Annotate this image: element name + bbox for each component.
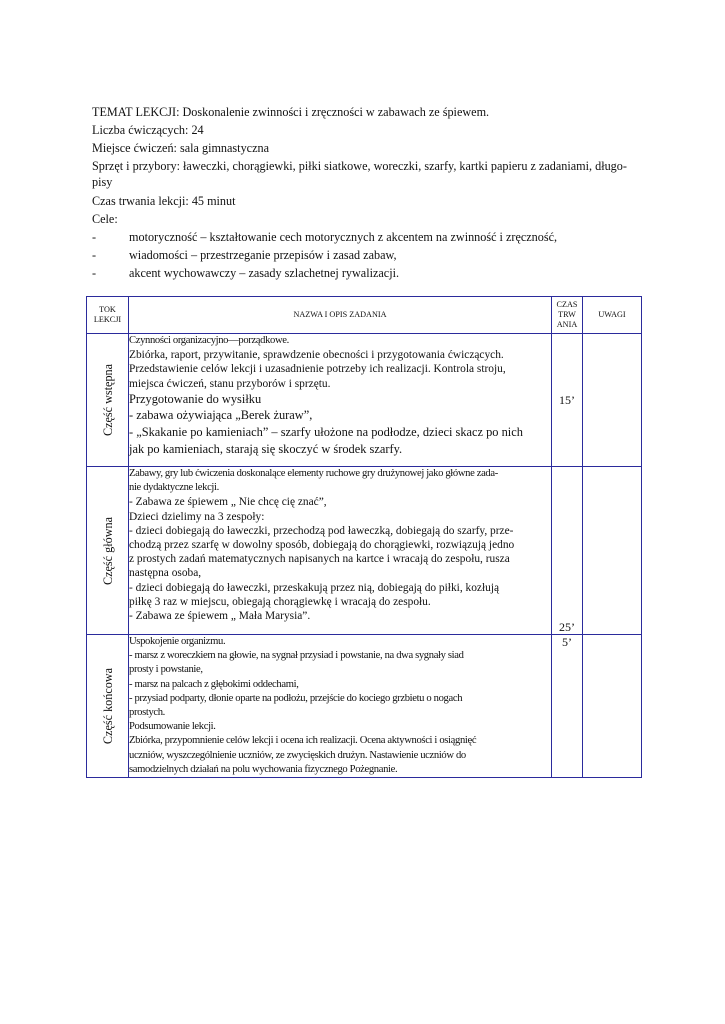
description-line: prosty i powstanie, [129, 664, 203, 676]
lesson-header [92, 103, 637, 282]
description-line: - dzieci dobiegają do ławeczki, przeskakują przez nią, dobiegają do piłki, kozłują [129, 581, 500, 594]
header-time-3: ANIA [556, 320, 578, 329]
description-line: Zbiórka, raport, przywitanie, sprawdzenie obecności i przygotowania ćwiczących. [129, 349, 504, 362]
participants-count: Liczba ćwiczących: 24 [92, 123, 204, 137]
description-line: chodzą przez szarfę w dowolny sposób, dobiegają do chorągiewki, rozwiązują jedno [129, 539, 515, 552]
lesson-duration: Czas trwania lekcji: 45 minut [92, 194, 236, 208]
header-time [552, 297, 583, 334]
part-cell [87, 334, 129, 467]
header-tok-lekcji [87, 297, 129, 334]
description-line: - „Skakanie po kamieniach” – szarfy ułożone na podłodze, dzieci skacz po nich [129, 425, 523, 439]
notes-cell [583, 635, 642, 778]
goal-text: motoryczność – kształtowanie cech motorycznych z akcentem na zwinność i zręczność, [129, 230, 558, 244]
goals-list [92, 228, 637, 282]
description-line: Przedstawienie celów lekcji i uzasadnienie potrzeby ich realizacji. Kontrola stroju, [129, 363, 506, 376]
duration-value: 5’ [562, 635, 572, 649]
header-tok-1: TOK [99, 305, 116, 314]
description-line: Zabawy, gry lub ćwiczenia doskonalące elementy ruchowe gry drużynowej jako główne zada- [129, 468, 498, 479]
duration-cell [552, 467, 583, 635]
description-line: Dzieci dzielimy na 3 zespoły: [129, 510, 265, 523]
duration-cell [552, 334, 583, 467]
goals-label: Cele: [92, 212, 118, 226]
description-line: samodzielnych działań na polu wychowania fizycznego Pożegnanie. [129, 763, 398, 775]
description-line: z prostych zadań matematycznych napisanych na kartce i wracają do zespołu, rusza [129, 553, 510, 566]
header-name: NAZWA I OPIS ZADANIA [129, 297, 552, 334]
description-line: piłkę 3 raz w miejscu, obiegają chorągiewkę i wracają do zespołu. [129, 595, 431, 608]
lesson-topic: TEMAT LEKCJI: Doskonalenie zwinności i zręczności w zabawach ze śpiewem. [92, 105, 490, 119]
part-label: Część główna [100, 516, 115, 585]
description-line: - Zabawa ze śpiewem „ Mała Marysia”. [129, 610, 311, 623]
part-label: Część końcowa [100, 667, 115, 745]
description-line: jak po kamieniach, starają się skoczyć w środek szarfy. [129, 441, 403, 456]
duration-value: 15’ [559, 392, 575, 407]
description-cell [129, 334, 552, 467]
equipment-line-2: pisy [92, 175, 113, 189]
goal-text: akcent wychowawczy – zasady szlachetnej rywalizacji. [129, 266, 400, 280]
goal-dash: - [92, 248, 97, 262]
equipment-line-1: Sprzęt i przybory: ławeczki, chorągiewki, piłki siatkowe, woreczki, szarfy, kartki papieru z zadaniami, długo- [92, 159, 627, 173]
part-label: Część wstępna [100, 363, 115, 437]
table-row [87, 334, 642, 467]
goal-dash: - [92, 230, 97, 244]
description-cell [129, 635, 552, 778]
description-line: uczniów, wyszczególnienie uczniów, ze zwycięskich drużyn. Nastawienie uczniów do [129, 749, 466, 761]
duration-cell [552, 635, 583, 778]
description-line: - przysiad podparty, dłonie oparte na podłożu, przejście do kociego grzbietu o nogach [129, 692, 463, 704]
table-header-row [87, 297, 642, 334]
table-row [87, 467, 642, 635]
goal-dash: - [92, 266, 97, 280]
goal-item [92, 246, 637, 264]
description-line: Czynności organizacyjno—porządkowe. [129, 335, 289, 346]
part-cell [87, 635, 129, 778]
description-line: Uspokojenie organizmu. [129, 636, 226, 647]
lesson-location: Miejsce ćwiczeń: sala gimnastyczna [92, 141, 269, 155]
description-line: nie dydaktyczne lekcji. [129, 482, 219, 494]
goal-text: wiadomości – przestrzeganie przepisów i zasad zabaw, [129, 248, 397, 262]
goal-item [92, 228, 637, 246]
notes-cell [583, 334, 642, 467]
description-line: następna osoba, [129, 567, 202, 580]
description-line: Przygotowanie do wysiłku [129, 391, 262, 406]
header-time-1: CZAS [556, 300, 578, 309]
description-line: - dzieci dobiegają do ławeczki, przechodzą pod ławeczką, dobiegają do szarfy, prze- [129, 524, 514, 537]
description-line: - marsz z woreczkiem na głowie, na sygnał przysiad i powstanie, na dwa sygnały siad [129, 650, 464, 662]
part-cell [87, 467, 129, 635]
description-cell [129, 467, 552, 635]
lesson-plan-table [86, 296, 642, 778]
description-line: - marsz na palcach z głębokimi oddechami, [129, 678, 299, 690]
duration-value: 25’ [559, 619, 575, 634]
header-time-2: TRW [558, 310, 576, 319]
table-row [87, 635, 642, 778]
header-notes: UWAGI [583, 297, 642, 334]
description-line: Zbiórka, przypomnienie celów lekcji i ocena ich realizacji. Ocena aktywności i osiągnięć [129, 735, 477, 747]
header-tok-2: LEKCJI [93, 315, 122, 324]
description-line: - zabawa ożywiająca „Berek żuraw”, [129, 408, 313, 423]
description-line: prostych. [129, 707, 165, 719]
goal-item [92, 264, 637, 282]
description-line: Podsumowanie lekcji. [129, 721, 216, 733]
description-line: miejsca ćwiczeń, stanu przyborów i sprzętu. [129, 377, 331, 390]
description-line: - Zabawa ze śpiewem „ Nie chcę cię znać”, [129, 496, 327, 509]
notes-cell [583, 467, 642, 635]
